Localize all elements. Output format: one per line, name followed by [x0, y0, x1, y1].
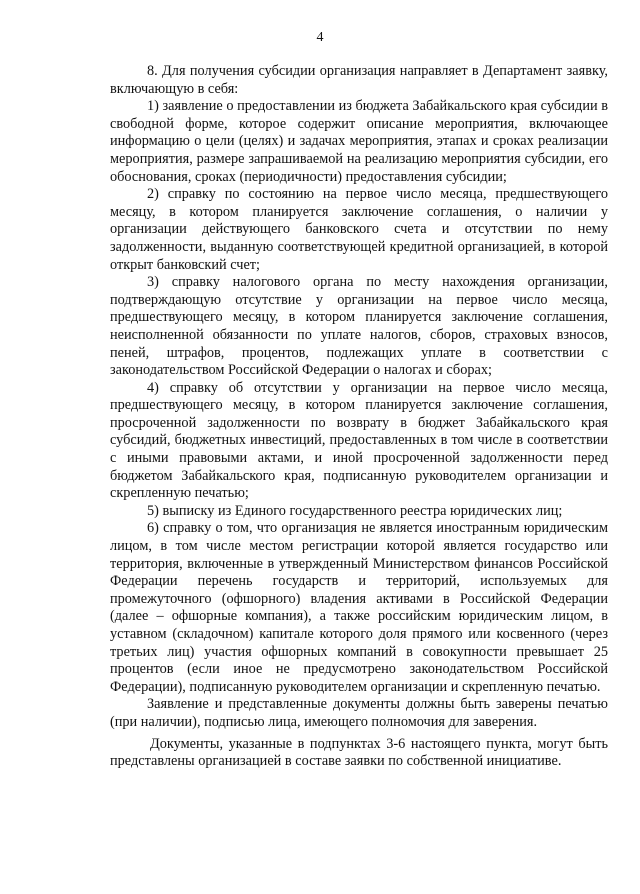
list-item-2-bank-certificate: 2) справку по состоянию на первое число месяца, предшествующего месяцу, в котором планируется заключение соглашения, о наличии у организации действующего банковского счета и отсутствии по нему задолженности, выданную соответствующей кредитной организацией, в которой открыт банковский счет; — [110, 186, 608, 273]
initiative-paragraph: Документы, указанные в подпунктах 3-6 настоящего пункта, могут быть представлены организацией в составе заявки по собственной инициативе. — [110, 735, 608, 770]
list-item-1-application: 1) заявление о предоставлении из бюджета Забайкальского края субсидии в свободной форме, которое содержит описание мероприятия, включающее информацию о цели (целях) и задачах мероприятия, этапах и сроках реализации мероприятия, размере запрашиваемой на реализацию мероприятия субсидии, его обоснования, сроках (периодичности) предоставления субсидии; — [110, 98, 608, 185]
list-item-5-registry-extract: 5) выписку из Единого государственного реестра юридических лиц; — [147, 502, 563, 519]
paragraph-8-intro: 8. Для получения субсидии организация направляет в Департамент заявку, включающую в себя: — [110, 63, 608, 97]
list-item-4-debt-certificate: 4) справку об отсутствии у организации на первое число месяца, предшествующего месяцу, в котором планируется заключение соглашения, просроченной задолженности по возврату в бюджет Забайкальского края субсидий, бюджетных инвестиций, предоставленных в том числе в соответствии с иными правовыми актами, и иной просроченной задолженности перед бюджетом Забайкальского края, подписанную руководителем организации и скрепленную печатью; — [110, 379, 608, 502]
certification-paragraph: Заявление и представленные документы должны быть заверены печатью (при наличии), подписью лица, имеющего полномочия для заверения. — [110, 696, 608, 730]
list-item-3-tax-certificate: 3) справку налогового органа по месту нахождения организации, подтверждающую отсутствие у организации на первое число месяца, предшествующего месяцу, в котором планируется заключение соглашения, неисполненной обязанности по уплате налогов, сборов, страховых взносов, пеней, штрафов, процентов, подлежащих уплате в соответствии с законодательством Российской Федерации о налогах и сборах; — [110, 274, 608, 379]
page-number: 4 — [316, 30, 324, 45]
document-body — [110, 63, 608, 771]
list-item-6-offshore-certificate: 6) справку о том, что организация не является иностранным юридическим лицом, в том числе местом регистрации которой является государство или территория, включенные в утвержденный Министерством финансов Российской Федерации перечень государств и территорий, используемых для промежуточного (офшорного) владения активами в Российской Федерации (далее – офшорные компания), а также российским юридическим лицом, в уставном (складочном) капитале которого доля прямого или косвенного (через третьих лиц) участия офшорных компаний в совокупности превышает 25 процентов (если иное не предусмотрено законодательством Российской Федерации), подписанную руководителем организации и скрепленную печатью. — [110, 520, 608, 695]
